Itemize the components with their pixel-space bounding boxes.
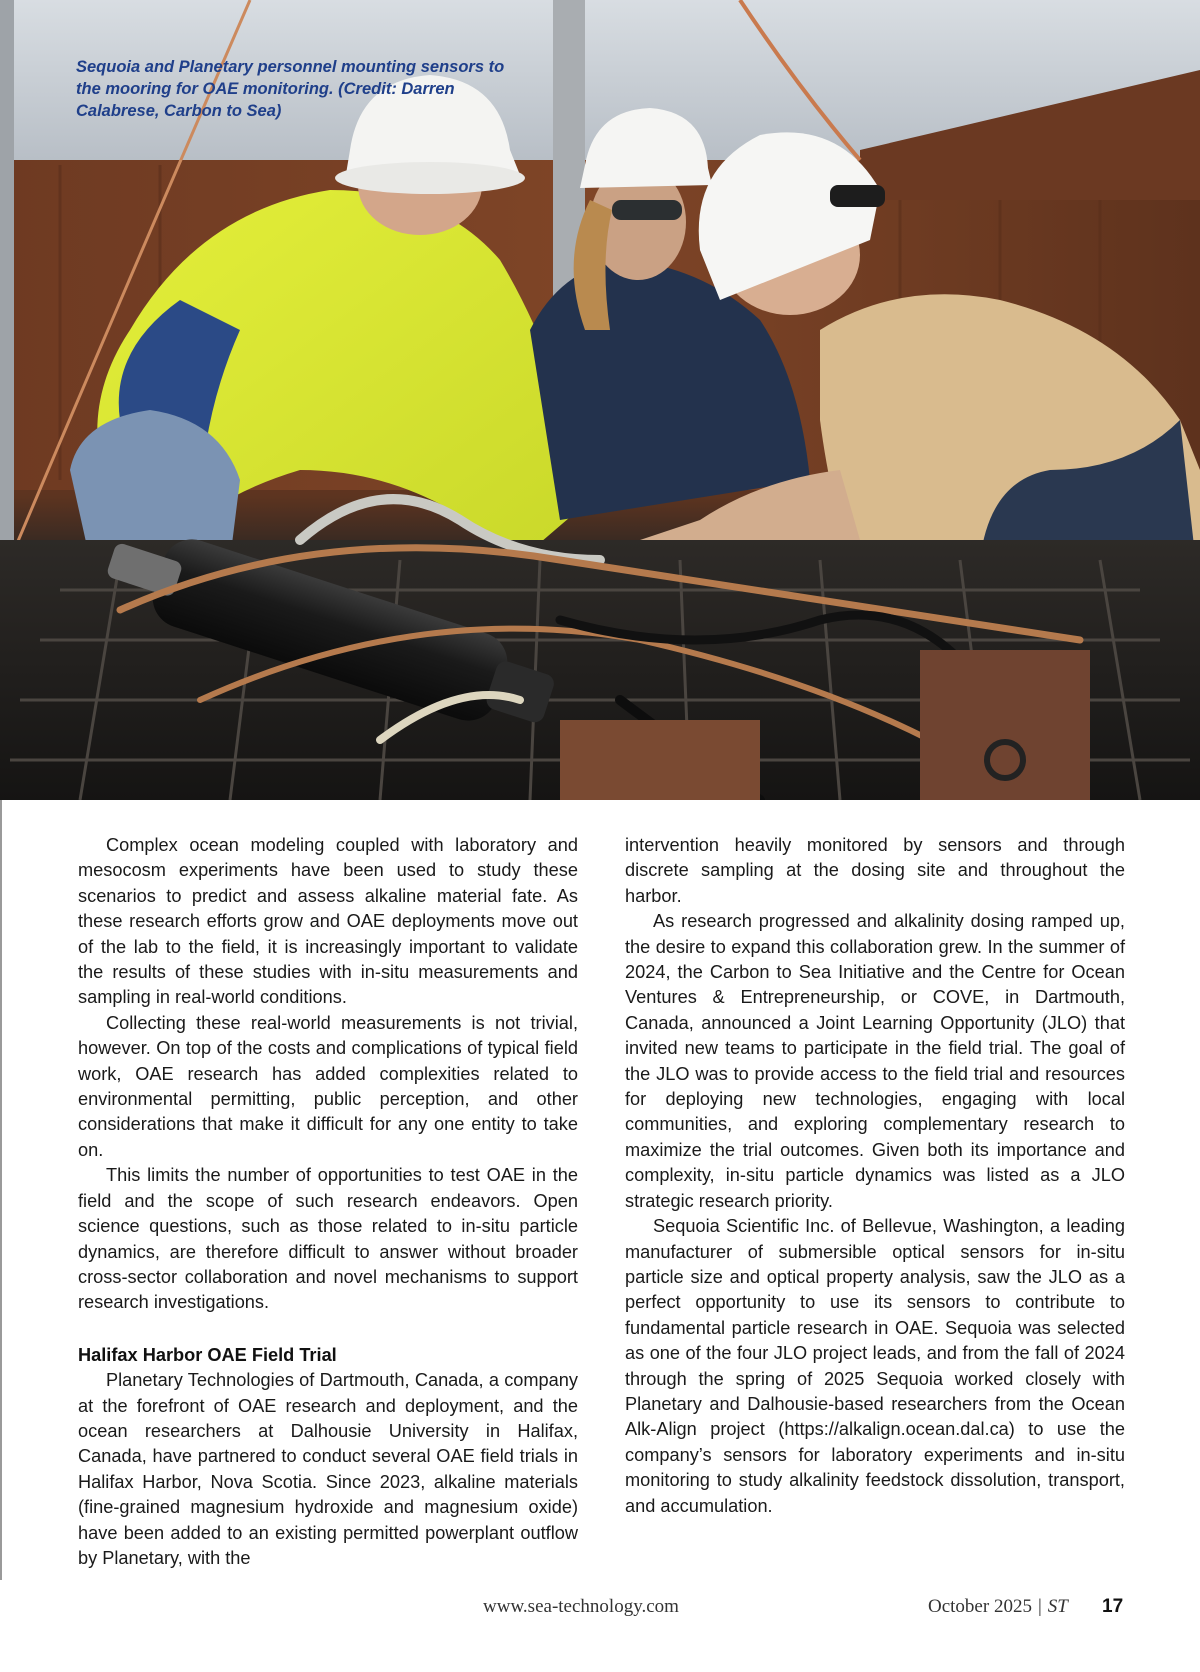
paragraph: As research progressed and alkalinity dosing ramped up, the desire to expand this collaboration grew. In the summer of 2024, the Carbon to Sea Initiative and the Centre for Ocean Ventures & Entrepreneurship, or COVE, in Dartmouth, Canada, announced a Joint Learning Opportunity (JLO) that invited new teams to participate in the field trial. The goal of the JLO was to provide access to the field trial and resources for deploying new technologies, engaging with local communities, and exploring complementary research to maximize the trial outcomes. Given both its importance and complexity, in-situ particle dynamics was listed as a JLO strategic research priority.	[625, 911, 1125, 1211]
paragraph: Complex ocean modeling coupled with laboratory and mesocosm experiments have been used to study these scenarios to predict and assess alkaline material fate. As these research efforts grow and OAE deployments move out of the lab to the field, it is increasingly important to validate the results of these studies with in-situ measurements and sampling in real-world conditions.	[78, 835, 578, 1008]
magazine-abbrev: ST	[1047, 1596, 1068, 1617]
issue-date: October 2025	[928, 1596, 1032, 1617]
left-column	[78, 833, 578, 1571]
paragraph: This limits the number of opportunities to test OAE in the field and the scope of such research endeavors. Open science questions, such as those related to in-situ particle dynamics, are therefore difficult to answer without broader cross-sector collaboration and novel mechanisms to support research investigations.	[78, 1165, 578, 1313]
footer-url[interactable]: www.sea-technology.com	[483, 1596, 679, 1617]
paragraph: Planetary Technologies of Dartmouth, Canada, a company at the forefront of OAE research and deployment, and the ocean researchers at Dalhousie University in Halifax, Canada, have partnered to conduct several OAE field trials in Halifax Harbor, Nova Scotia. Since 2023, alkaline materials (fine-grained magnesium hydroxide and magnesium oxide) have been added to an existing permitted powerplant outflow by Planetary, with the	[78, 1370, 578, 1568]
photo-caption: Sequoia and Planetary personnel mounting sensors to the mooring for OAE monitoring. (Credit: Darren Calabrese, Carbon to Sea)	[76, 58, 505, 120]
section-heading: Halifax Harbor OAE Field Trial	[78, 1344, 337, 1365]
margin-rule	[0, 800, 2, 1580]
page-number: 17	[1102, 1596, 1124, 1617]
paragraph-continuation: intervention heavily monitored by sensors and through discrete sampling at the dosing site and throughout the harbor.	[625, 835, 1125, 906]
paragraph: Sequoia Scientific Inc. of Bellevue, Washington, a leading manufacturer of submersible optical sensors for in-situ particle size and optical property analysis, saw the JLO as a perfect opportunity to use its sensors to contribute to fundamental particle research in OAE. Sequoia was selected as one of the four JLO project leads, and from the fall of 2024 through the spring of 2025 Sequoia worked closely with Planetary and Dalhousie-based researchers from the Ocean Alk-Align project (https://alkalign.ocean.dal.ca) to use the company’s sensors for laboratory experiments and in-situ monitoring to study alkalinity feedstock dissolution, transport, and accumulation.	[625, 1216, 1125, 1516]
footer-issue	[928, 1596, 1068, 1618]
page-footer	[0, 1596, 1200, 1626]
issue-separator: |	[1037, 1596, 1042, 1617]
article-photo	[0, 0, 1200, 800]
paragraph: Collecting these real-world measurements is not trivial, however. On top of the costs and complications of typical field work, OAE research has added complexities related to environmental permitting, public perception, and other considerations that make it difficult for any one entity to take on.	[78, 1012, 578, 1160]
right-column	[625, 833, 1125, 1519]
